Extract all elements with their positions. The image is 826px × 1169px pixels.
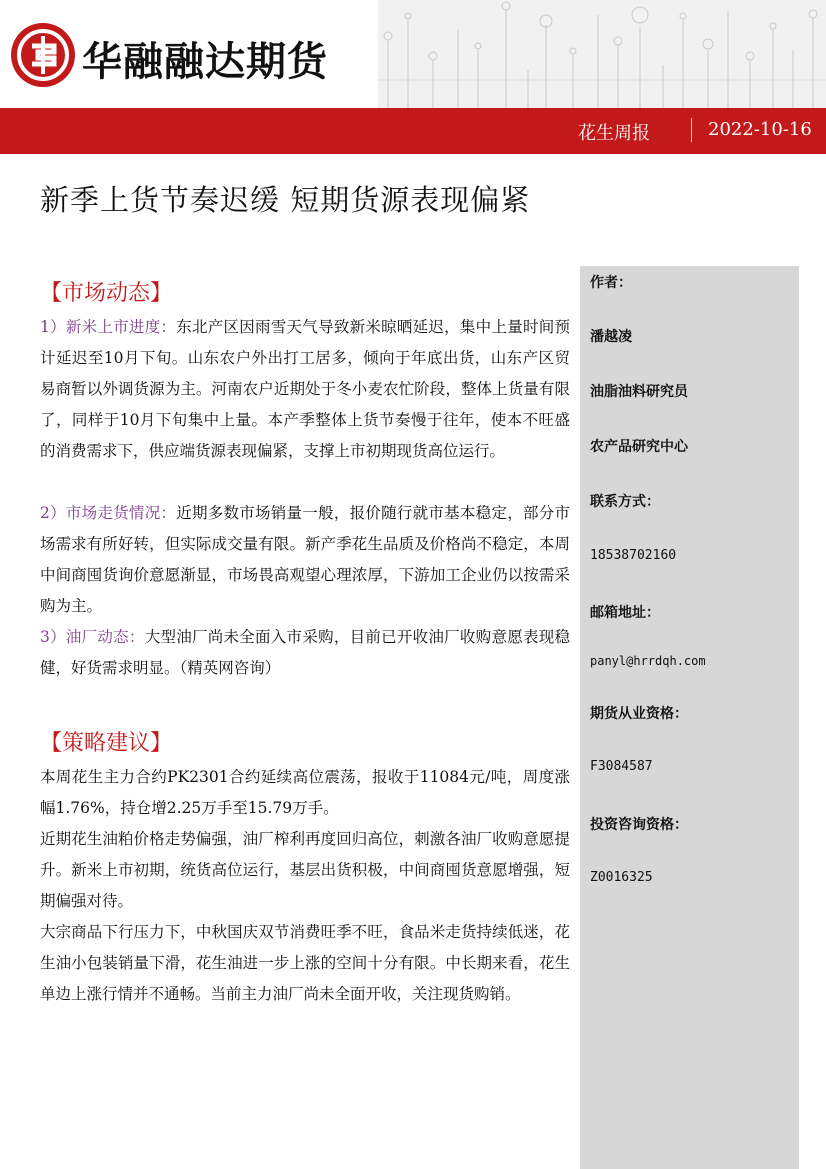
brand-name: 华融融达期货 (82, 39, 328, 85)
report-type: 花生周报 (578, 123, 650, 144)
banner-divider (691, 118, 692, 142)
author-label: 作者： (590, 275, 632, 291)
market-paragraph-2 (40, 498, 570, 622)
market-p2-body: 近期多数市场销量一般，报价随行就市基本稳定，部分市场需求有所好转，但实际成交量有限。新产季花生品质及价格尚不稳定，本周中间商囤货询价意愿渐显，市场畏高观望心理浓厚，下游加工企业仍以按需采购为主。 (40, 504, 570, 615)
futures-qualification-label: 期货从业资格： (590, 706, 688, 722)
company-logo-icon (10, 22, 76, 88)
futures-qualification-id: F3084587 (590, 759, 653, 774)
investment-qualification-id: Z0016325 (590, 870, 653, 885)
market-p1-body: 东北产区因雨雪天气导致新米晾晒延迟，集中上量时间预计延迟至10月下旬。山东农户外出打工居多，倾向于年底出货，山东产区贸易商暂以外调货源为主。河南农户近期处于冬小麦农忙阶段，整体上货量有限了，同样于10月下旬集中上量。本产季整体上货节奏慢于往年，使本不旺盛的消费需求下，供应端货源表现偏紧，支撑上市初期现货高位运行。 (40, 318, 570, 460)
strategy-paragraph-1: 本周花生主力合约PK2301合约延续高位震荡，报收于11084元/吨，周度涨幅1.76%，持仓增2.25万手至15.79万手。 (40, 768, 570, 817)
section-heading-strategy: 【策略建议】 (40, 731, 173, 756)
email-label: 邮箱地址： (590, 605, 660, 621)
report-banner (0, 108, 826, 154)
strategy-paragraph-3: 大宗商品下行压力下，中秋国庆双节消费旺季不旺，食品米走货持续低迷，花生油小包装销量下滑，花生油进一步上涨的空间十分有限。中长期来看，花生单边上涨行情并不通畅。当前主力油厂尚未全面开收，关注现货购销。 (40, 923, 570, 1003)
contact-label: 联系方式： (590, 494, 660, 510)
market-paragraph-3 (40, 622, 570, 684)
market-p3-lead: 3）油厂动态： (40, 628, 145, 646)
author-role: 油脂油料研究员 (590, 384, 688, 400)
contact-phone: 18538702160 (590, 548, 677, 563)
email-address[interactable]: panyl@hrrdqh.com (590, 654, 706, 668)
market-p1-lead: 1）新米上市进度： (40, 318, 177, 336)
strategy-paragraph-2: 近期花生油粕价格走势偏强，油厂榨利再度回归高位，刺激各油厂收购意愿提升。新米上市初期，统货高位运行，基层出货积极，中间商囤货意愿增强，短期偏强对待。 (40, 830, 570, 910)
section-heading-market: 【市场动态】 (40, 281, 173, 306)
investment-qualification-label: 投资咨询资格： (590, 817, 688, 833)
author-department: 农产品研究中心 (590, 439, 688, 455)
market-paragraph-1 (40, 312, 570, 467)
report-date: 2022-10-16 (708, 119, 812, 140)
report-title: 新季上货节奏迟缓 短期货源表现偏紧 (40, 183, 531, 217)
market-p3-body: 大型油厂尚未全面入市采购，目前已开收油厂收购意愿表现稳健，好货需求明显。（精英网咨询） (40, 628, 570, 677)
author-name: 潘越凌 (590, 329, 632, 345)
header-decoration (378, 0, 826, 108)
market-p2-lead: 2）市场走货情况： (40, 504, 177, 522)
